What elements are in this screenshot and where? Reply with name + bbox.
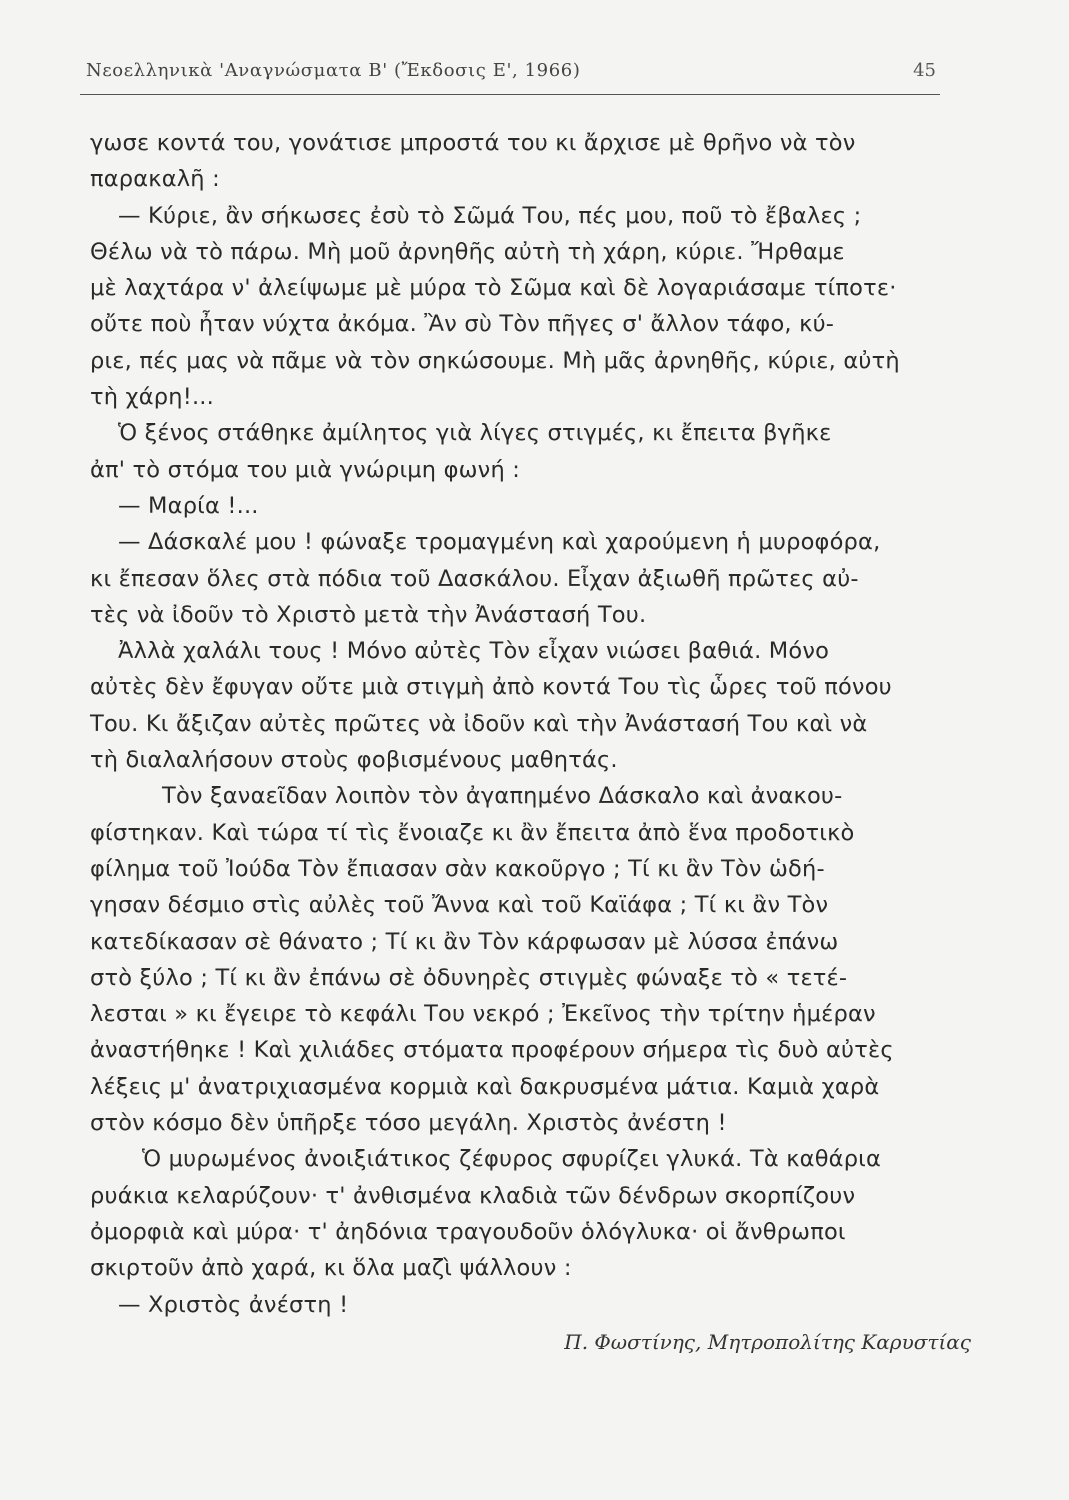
text-line: κι ἔπεσαν ὅλες στὰ πόδια τοῦ Δασκάλου. Εἶχαν ἀξιωθῆ πρῶτες αὐ- [90,565,859,592]
text-line: ἀναστήθηκε ! Καὶ χιλιάδες στόματα προφέρουν σήμερα τὶς δυὸ αὐτὲς [90,1037,894,1064]
text-line: γωσε κοντά του, γονάτισε μπροστά του κι ἄρχισε μὲ θρῆνο νὰ τὸν [90,130,856,156]
text-line: τὴ χάρη!... [90,384,215,411]
body-text [90,125,960,1323]
author-signature: Π. Φωστίνης, Μητροπολίτης Καρυστίας [564,1330,971,1354]
text-line: τὲς νὰ ἰδοῦν τὸ Χριστὸ μετὰ τὴν Ἀνάστασή Του. [90,601,647,628]
text-line: στὸν κόσμο δὲν ὑπῆρξε τόσο μεγάλη. Χριστὸς ἀνέστη ! [90,1110,727,1137]
text-line: στὸ ξύλο ; Τί κι ἂν ἐπάνω σὲ ὀδυνηρὲς στιγμὲς φώναξε τὸ « τετέ- [90,964,848,991]
text-line: Του. Κι ἄξιζαν αὐτὲς πρῶτες νὰ ἰδοῦν καὶ τὴν Ἀνάστασή Του καὶ νὰ [90,710,868,737]
text-line: ἀπ' τὸ στόμα του μιὰ γνώριμη φωνή : [90,456,521,483]
text-line: Τὸν ξαναεῖδαν λοιπὸν τὸν ἀγαπημένο Δάσκαλο καὶ ἀνακου- [162,783,843,810]
text-line: λέξεις μ' ἀνατριχιασμένα κορμιὰ καὶ δακρυσμένα μάτια. Καμιὰ χαρὰ [90,1073,880,1100]
text-line: κατεδίκασαν σὲ θάνατο ; Τί κι ἂν Τὸν κάρφωσαν μὲ λύσσα ἐπάνω [90,928,839,955]
text-line: — Δάσκαλέ μου ! φώναξε τρομαγμένη καὶ χαρούμενη ἡ μυροφόρα, [118,529,881,556]
text-line: Θέλω νὰ τὸ πάρω. Μὴ μοῦ ἀρνηθῆς αὐτὴ τὴ χάρη, κύριε. Ἤρθαμε [90,238,845,265]
text-line: — Μαρία !... [118,492,259,519]
text-line: παρακαλῆ : [90,166,220,193]
text-line: λεσται » κι ἔγειρε τὸ κεφάλι Του νεκρό ; Ἐκεῖνος τὴν τρίτην ἡμέραν [90,1001,876,1028]
text-line: ριε, πές μας νὰ πᾶμε νὰ τὸν σηκώσουμε. Μὴ μᾶς ἀρνηθῆς, κύριε, αὐτὴ [90,347,900,374]
text-line: Ἀλλὰ χαλάλι τους ! Μόνο αὐτὲς Τὸν εἶχαν νιώσει βαθιά. Μόνο [118,638,830,665]
text-line: γησαν δέσμιο στὶς αὐλὲς τοῦ Ἄννα καὶ τοῦ Καϊάφα ; Τί κι ἂν Τὸν [90,892,829,919]
text-line: τὴ διαλαλήσουν στοὺς φοβισμένους μαθητάς. [90,747,618,774]
text-line: — Κύριε, ἂν σήκωσες ἐσὺ τὸ Σῶμά Του, πές μου, ποῦ τὸ ἔβαλες ; [118,202,862,229]
text-line: ὀμορφιὰ καὶ μύρα· τ' ἀηδόνια τραγουδοῦν ὁλόγλυκα· οἱ ἄνθρωποι [90,1218,846,1245]
page-number: 45 [913,60,936,81]
text-line: αὐτὲς δὲν ἔφυγαν οὔτε μιὰ στιγμὴ ἀπὸ κοντά Του τὶς ὧρες τοῦ πόνου [90,674,892,701]
text-line: σκιρτοῦν ἀπὸ χαρά, κι ὅλα μαζὶ ψάλλουν : [90,1255,572,1282]
text-line: φίλημα τοῦ Ἰούδα Τὸν ἔπιασαν σὰν κακοῦργο ; Τί κι ἂν Τὸν ὡδή- [90,855,825,882]
text-line: μὲ λαχτάρα ν' ἀλείψωμε μὲ μύρα τὸ Σῶμα καὶ δὲ λογαριάσαμε τίποτε· [90,275,897,302]
page-header [80,58,940,95]
text-line: ρυάκια κελαρύζουν· τ' ἀνθισμένα κλαδιὰ τῶν δένδρων σκορπίζουν [90,1182,856,1209]
text-line: Ὁ ξένος στάθηκε ἀμίλητος γιὰ λίγες στιγμές, κι ἔπειτα βγῆκε [118,420,832,447]
text-line: — Χριστὸς ἀνέστη ! [118,1291,349,1318]
running-title: Νεοελληνικὰ 'Αναγνώσματα Β' (Ἔκδοσις Ε', 1966) [86,60,581,81]
text-line: φίστηκαν. Καὶ τώρα τί τὶς ἔνοιαζε κι ἂν ἔπειτα ἀπὸ ἕνα προδοτικὸ [90,819,855,846]
text-line: Ὁ μυρωμένος ἀνοιξιάτικος ζέφυρος σφυρίζει γλυκά. Τὰ καθάρια [142,1146,882,1173]
text-line: οὔτε ποὺ ἦταν νύχτα ἀκόμα. Ἂν σὺ Τὸν πῆγες σ' ἄλλον τάφο, κύ- [90,311,835,338]
